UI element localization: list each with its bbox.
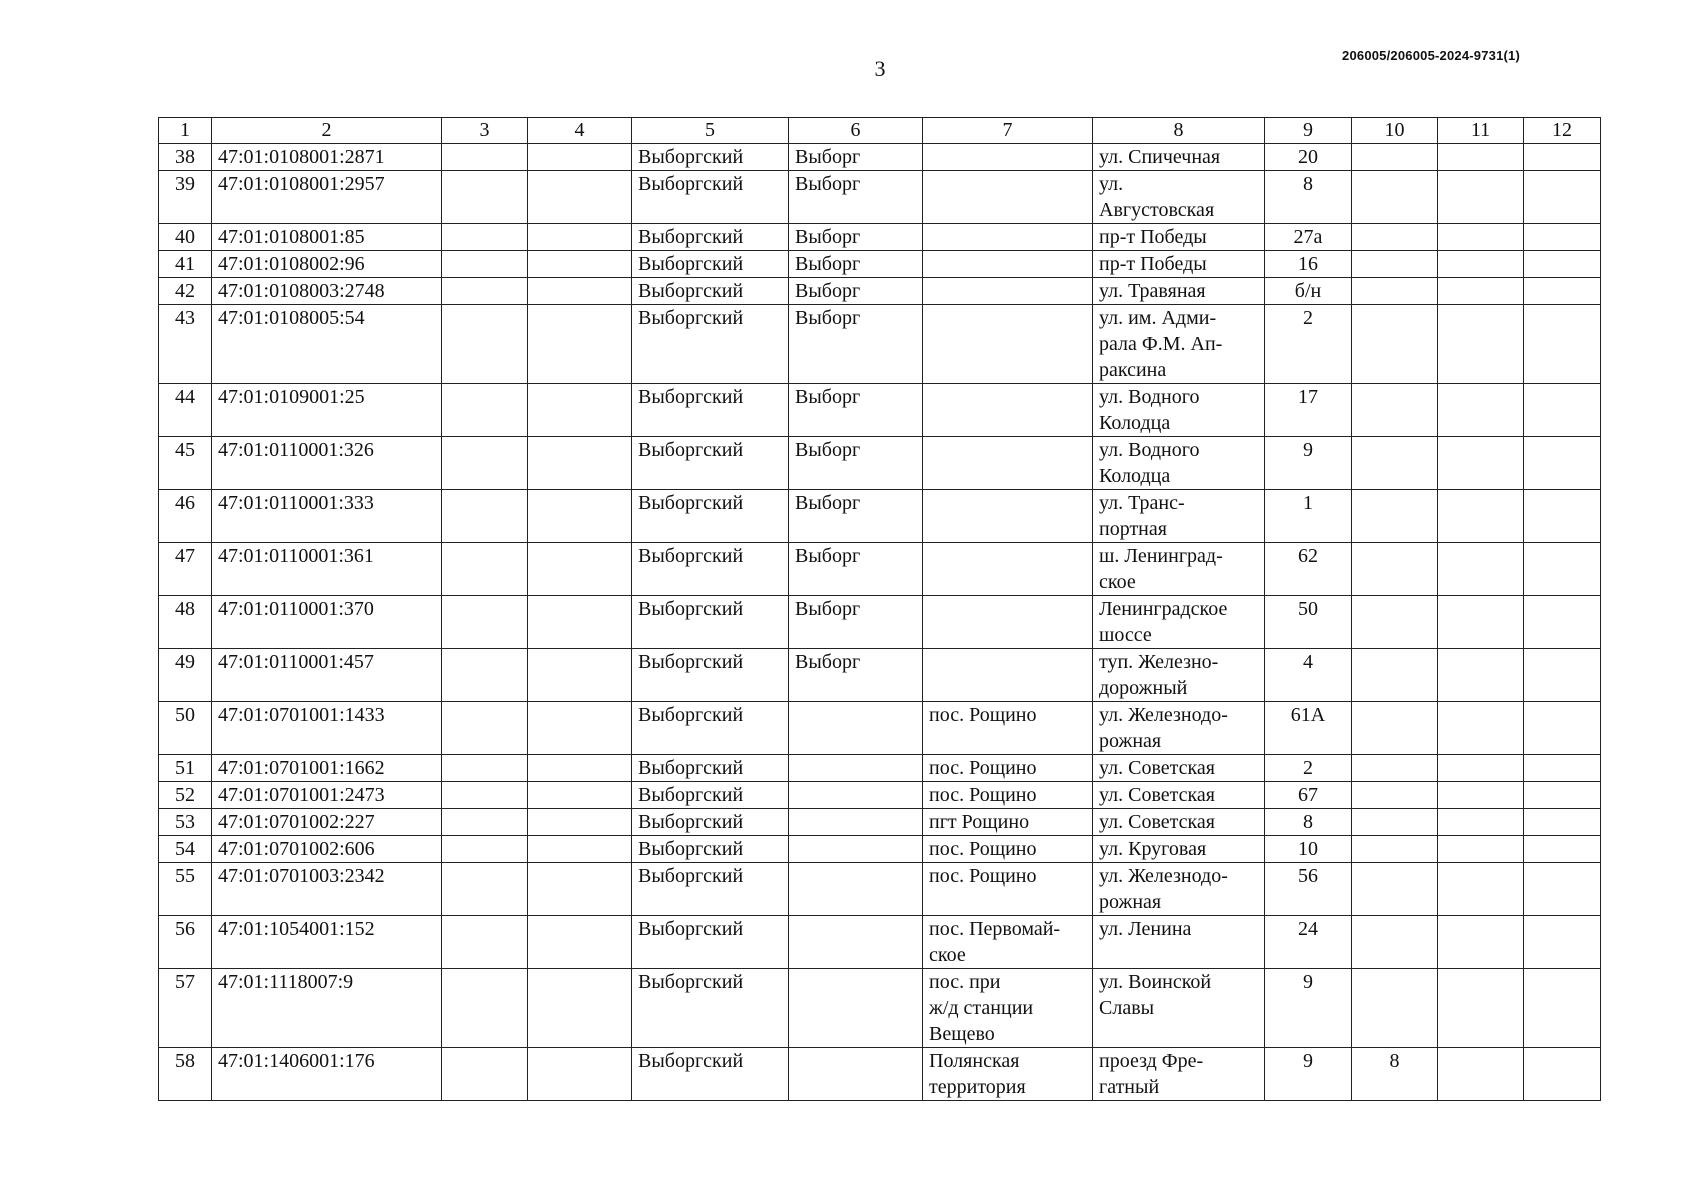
house-number-cell: 10 (1265, 836, 1352, 863)
house-number-cell: 9 (1265, 969, 1352, 1048)
column-10-cell: 8 (1352, 1048, 1438, 1101)
column-11-cell (1438, 969, 1524, 1048)
house-number-cell: 62 (1265, 543, 1352, 596)
column-10-cell (1352, 437, 1438, 490)
column-12-cell (1524, 755, 1601, 782)
column-4-cell (528, 649, 632, 702)
table-row (159, 171, 1601, 224)
column-3-cell (442, 251, 528, 278)
street-cell: ул. Водного Колодца (1093, 437, 1265, 490)
column-12-cell (1524, 171, 1601, 224)
street-cell: туп. Железно- дорожный (1093, 649, 1265, 702)
column-header-12: 12 (1524, 118, 1601, 144)
row-number-cell: 42 (159, 278, 212, 305)
house-number-cell: 27а (1265, 224, 1352, 251)
column-3-cell (442, 384, 528, 437)
house-number-cell: 61А (1265, 702, 1352, 755)
house-number-cell: 20 (1265, 144, 1352, 171)
column-4-cell (528, 755, 632, 782)
cadastral-number-cell: 47:01:0110001:370 (212, 596, 442, 649)
cadastral-number-cell: 47:01:0110001:361 (212, 543, 442, 596)
table-row (159, 755, 1601, 782)
house-number-cell: 67 (1265, 782, 1352, 809)
document-id: 206005/206005-2024-9731(1) (1342, 48, 1520, 63)
page-number: 3 (874, 56, 886, 81)
column-3-cell (442, 305, 528, 384)
row-number-cell: 51 (159, 755, 212, 782)
city-cell (789, 809, 923, 836)
city-cell: Выборг (789, 278, 923, 305)
table-row (159, 809, 1601, 836)
cadastral-number-cell: 47:01:0701002:606 (212, 836, 442, 863)
column-3-cell (442, 596, 528, 649)
column-10-cell (1352, 649, 1438, 702)
district-cell: Выборгский (632, 863, 789, 916)
settlement-cell (923, 490, 1093, 543)
district-cell: Выборгский (632, 144, 789, 171)
column-3-cell (442, 702, 528, 755)
column-4-cell (528, 1048, 632, 1101)
column-12-cell (1524, 278, 1601, 305)
column-12-cell (1524, 251, 1601, 278)
column-11-cell (1438, 437, 1524, 490)
city-cell: Выборг (789, 543, 923, 596)
city-cell: Выборг (789, 305, 923, 384)
cadastral-number-cell: 47:01:0108005:54 (212, 305, 442, 384)
district-cell: Выборгский (632, 251, 789, 278)
cadastral-number-cell: 47:01:0110001:326 (212, 437, 442, 490)
column-4-cell (528, 782, 632, 809)
house-number-cell: 8 (1265, 171, 1352, 224)
district-cell: Выборгский (632, 836, 789, 863)
street-cell: ул. Железнодо- рожная (1093, 702, 1265, 755)
house-number-cell: 56 (1265, 863, 1352, 916)
row-number-cell: 56 (159, 916, 212, 969)
row-number-cell: 50 (159, 702, 212, 755)
city-cell: Выборг (789, 144, 923, 171)
column-header-7: 7 (923, 118, 1093, 144)
district-cell: Выборгский (632, 278, 789, 305)
street-cell: ш. Ленинград- ское (1093, 543, 1265, 596)
district-cell: Выборгский (632, 782, 789, 809)
table-row (159, 490, 1601, 543)
column-4-cell (528, 171, 632, 224)
city-cell (789, 836, 923, 863)
district-cell: Выборгский (632, 305, 789, 384)
column-4-cell (528, 543, 632, 596)
row-number-cell: 39 (159, 171, 212, 224)
table-header (159, 118, 1601, 144)
district-cell: Выборгский (632, 1048, 789, 1101)
district-cell: Выборгский (632, 596, 789, 649)
column-3-cell (442, 916, 528, 969)
column-header-10: 10 (1352, 118, 1438, 144)
house-number-cell: б/н (1265, 278, 1352, 305)
house-number-cell: 1 (1265, 490, 1352, 543)
settlement-cell (923, 144, 1093, 171)
street-cell: ул. Спичечная (1093, 144, 1265, 171)
column-4-cell (528, 305, 632, 384)
column-4-cell (528, 251, 632, 278)
column-12-cell (1524, 809, 1601, 836)
district-cell: Выборгский (632, 702, 789, 755)
column-10-cell (1352, 171, 1438, 224)
column-3-cell (442, 490, 528, 543)
column-header-3: 3 (442, 118, 528, 144)
settlement-cell (923, 596, 1093, 649)
column-header-6: 6 (789, 118, 923, 144)
row-number-cell: 55 (159, 863, 212, 916)
cadastral-number-cell: 47:01:0108001:2957 (212, 171, 442, 224)
row-number-cell: 40 (159, 224, 212, 251)
city-cell (789, 702, 923, 755)
district-cell: Выборгский (632, 437, 789, 490)
column-10-cell (1352, 251, 1438, 278)
registry-table (158, 117, 1601, 1101)
city-cell (789, 755, 923, 782)
settlement-cell (923, 437, 1093, 490)
settlement-cell: пос. Рощино (923, 782, 1093, 809)
column-10-cell (1352, 755, 1438, 782)
column-12-cell (1524, 649, 1601, 702)
column-11-cell (1438, 863, 1524, 916)
row-number-cell: 48 (159, 596, 212, 649)
column-11-cell (1438, 596, 1524, 649)
district-cell: Выборгский (632, 490, 789, 543)
district-cell: Выборгский (632, 916, 789, 969)
column-4-cell (528, 809, 632, 836)
column-10-cell (1352, 490, 1438, 543)
column-header-9: 9 (1265, 118, 1352, 144)
column-header-2: 2 (212, 118, 442, 144)
cadastral-number-cell: 47:01:1118007:9 (212, 969, 442, 1048)
column-12-cell (1524, 1048, 1601, 1101)
row-number-cell: 58 (159, 1048, 212, 1101)
column-10-cell (1352, 384, 1438, 437)
cadastral-number-cell: 47:01:0108001:85 (212, 224, 442, 251)
street-cell: ул. Железнодо- рожная (1093, 863, 1265, 916)
cadastral-number-cell: 47:01:1054001:152 (212, 916, 442, 969)
house-number-cell: 8 (1265, 809, 1352, 836)
column-3-cell (442, 224, 528, 251)
column-11-cell (1438, 809, 1524, 836)
column-11-cell (1438, 490, 1524, 543)
settlement-cell (923, 278, 1093, 305)
column-12-cell (1524, 702, 1601, 755)
column-4-cell (528, 384, 632, 437)
column-10-cell (1352, 969, 1438, 1048)
settlement-cell: пос. Рощино (923, 702, 1093, 755)
column-10-cell (1352, 916, 1438, 969)
column-4-cell (528, 836, 632, 863)
settlement-cell: пос. Рощино (923, 755, 1093, 782)
column-11-cell (1438, 278, 1524, 305)
city-cell: Выборг (789, 490, 923, 543)
settlement-cell (923, 649, 1093, 702)
row-number-cell: 43 (159, 305, 212, 384)
column-4-cell (528, 916, 632, 969)
column-12-cell (1524, 384, 1601, 437)
table-row (159, 384, 1601, 437)
street-cell: пр-т Победы (1093, 224, 1265, 251)
street-cell: проезд Фре- гатный (1093, 1048, 1265, 1101)
cadastral-number-cell: 47:01:0108003:2748 (212, 278, 442, 305)
street-cell: ул. Водного Колодца (1093, 384, 1265, 437)
column-header-4: 4 (528, 118, 632, 144)
house-number-cell: 17 (1265, 384, 1352, 437)
table-row (159, 596, 1601, 649)
column-3-cell (442, 649, 528, 702)
house-number-cell: 9 (1265, 437, 1352, 490)
column-12-cell (1524, 916, 1601, 969)
row-number-cell: 41 (159, 251, 212, 278)
column-10-cell (1352, 278, 1438, 305)
column-11-cell (1438, 649, 1524, 702)
district-cell: Выборгский (632, 755, 789, 782)
column-4-cell (528, 863, 632, 916)
settlement-cell: пос. Рощино (923, 863, 1093, 916)
row-number-cell: 38 (159, 144, 212, 171)
column-11-cell (1438, 836, 1524, 863)
column-11-cell (1438, 1048, 1524, 1101)
table-row (159, 1048, 1601, 1101)
settlement-cell: пгт Рощино (923, 809, 1093, 836)
column-10-cell (1352, 863, 1438, 916)
header-row (159, 118, 1601, 144)
column-11-cell (1438, 144, 1524, 171)
settlement-cell: пос. Рощино (923, 836, 1093, 863)
table-row (159, 649, 1601, 702)
city-cell: Выборг (789, 596, 923, 649)
column-10-cell (1352, 702, 1438, 755)
table-row (159, 305, 1601, 384)
row-number-cell: 52 (159, 782, 212, 809)
column-3-cell (442, 543, 528, 596)
cadastral-number-cell: 47:01:0109001:25 (212, 384, 442, 437)
city-cell: Выборг (789, 224, 923, 251)
column-11-cell (1438, 916, 1524, 969)
city-cell (789, 863, 923, 916)
street-cell: ул. Травяная (1093, 278, 1265, 305)
column-4-cell (528, 144, 632, 171)
table-row (159, 437, 1601, 490)
column-11-cell (1438, 305, 1524, 384)
column-4-cell (528, 490, 632, 543)
column-10-cell (1352, 596, 1438, 649)
column-4-cell (528, 437, 632, 490)
cadastral-number-cell: 47:01:0701001:1662 (212, 755, 442, 782)
table-row (159, 969, 1601, 1048)
cadastral-number-cell: 47:01:0701001:1433 (212, 702, 442, 755)
column-12-cell (1524, 144, 1601, 171)
street-cell: ул. Августовская (1093, 171, 1265, 224)
row-number-cell: 54 (159, 836, 212, 863)
cadastral-number-cell: 47:01:0110001:333 (212, 490, 442, 543)
column-4-cell (528, 278, 632, 305)
house-number-cell: 9 (1265, 1048, 1352, 1101)
city-cell: Выборг (789, 437, 923, 490)
city-cell: Выборг (789, 251, 923, 278)
column-11-cell (1438, 782, 1524, 809)
column-11-cell (1438, 543, 1524, 596)
district-cell: Выборгский (632, 384, 789, 437)
column-10-cell (1352, 836, 1438, 863)
street-cell: Ленинградское шоссе (1093, 596, 1265, 649)
column-12-cell (1524, 863, 1601, 916)
column-10-cell (1352, 224, 1438, 251)
street-cell: ул. Советская (1093, 782, 1265, 809)
table-row (159, 224, 1601, 251)
row-number-cell: 46 (159, 490, 212, 543)
settlement-cell (923, 224, 1093, 251)
settlement-cell (923, 543, 1093, 596)
column-10-cell (1352, 809, 1438, 836)
table-row (159, 916, 1601, 969)
column-3-cell (442, 1048, 528, 1101)
table-row (159, 251, 1601, 278)
cadastral-number-cell: 47:01:0110001:457 (212, 649, 442, 702)
column-11-cell (1438, 384, 1524, 437)
column-header-11: 11 (1438, 118, 1524, 144)
settlement-cell: пос. при ж/д станции Вещево (923, 969, 1093, 1048)
column-12-cell (1524, 782, 1601, 809)
street-cell: пр-т Победы (1093, 251, 1265, 278)
column-12-cell (1524, 969, 1601, 1048)
house-number-cell: 50 (1265, 596, 1352, 649)
column-3-cell (442, 755, 528, 782)
column-10-cell (1352, 144, 1438, 171)
column-3-cell (442, 969, 528, 1048)
city-cell (789, 969, 923, 1048)
city-cell: Выборг (789, 171, 923, 224)
column-11-cell (1438, 224, 1524, 251)
cadastral-number-cell: 47:01:1406001:176 (212, 1048, 442, 1101)
city-cell: Выборг (789, 649, 923, 702)
street-cell: ул. им. Адми- рала Ф.М. Ап- раксина (1093, 305, 1265, 384)
settlement-cell (923, 171, 1093, 224)
column-4-cell (528, 969, 632, 1048)
district-cell: Выборгский (632, 649, 789, 702)
cadastral-number-cell: 47:01:0108002:96 (212, 251, 442, 278)
city-cell (789, 782, 923, 809)
column-11-cell (1438, 755, 1524, 782)
table-row (159, 702, 1601, 755)
column-header-8: 8 (1093, 118, 1265, 144)
cadastral-number-cell: 47:01:0701001:2473 (212, 782, 442, 809)
row-number-cell: 49 (159, 649, 212, 702)
column-10-cell (1352, 782, 1438, 809)
column-3-cell (442, 809, 528, 836)
column-4-cell (528, 224, 632, 251)
settlement-cell (923, 305, 1093, 384)
table-row (159, 144, 1601, 171)
city-cell: Выборг (789, 384, 923, 437)
column-3-cell (442, 171, 528, 224)
settlement-cell: пос. Первомай- ское (923, 916, 1093, 969)
column-3-cell (442, 782, 528, 809)
street-cell: ул. Советская (1093, 755, 1265, 782)
table-row (159, 863, 1601, 916)
street-cell: ул. Круговая (1093, 836, 1265, 863)
street-cell: ул. Ленина (1093, 916, 1265, 969)
row-number-cell: 47 (159, 543, 212, 596)
column-3-cell (442, 836, 528, 863)
district-cell: Выборгский (632, 171, 789, 224)
column-3-cell (442, 863, 528, 916)
settlement-cell (923, 384, 1093, 437)
column-11-cell (1438, 251, 1524, 278)
street-cell: ул. Советская (1093, 809, 1265, 836)
column-12-cell (1524, 836, 1601, 863)
settlement-cell: Полянская территория (923, 1048, 1093, 1101)
table-row (159, 543, 1601, 596)
district-cell: Выборгский (632, 543, 789, 596)
column-4-cell (528, 702, 632, 755)
settlement-cell (923, 251, 1093, 278)
cadastral-number-cell: 47:01:0701002:227 (212, 809, 442, 836)
row-number-cell: 44 (159, 384, 212, 437)
column-12-cell (1524, 224, 1601, 251)
district-cell: Выборгский (632, 809, 789, 836)
row-number-cell: 53 (159, 809, 212, 836)
city-cell (789, 916, 923, 969)
column-11-cell (1438, 171, 1524, 224)
district-cell: Выборгский (632, 224, 789, 251)
column-10-cell (1352, 543, 1438, 596)
street-cell: ул. Транс- портная (1093, 490, 1265, 543)
street-cell: ул. Воинской Славы (1093, 969, 1265, 1048)
column-3-cell (442, 278, 528, 305)
district-cell: Выборгский (632, 969, 789, 1048)
house-number-cell: 2 (1265, 305, 1352, 384)
column-12-cell (1524, 437, 1601, 490)
house-number-cell: 24 (1265, 916, 1352, 969)
table-row (159, 836, 1601, 863)
column-4-cell (528, 596, 632, 649)
column-3-cell (442, 144, 528, 171)
column-12-cell (1524, 596, 1601, 649)
cadastral-number-cell: 47:01:0701003:2342 (212, 863, 442, 916)
column-12-cell (1524, 490, 1601, 543)
row-number-cell: 45 (159, 437, 212, 490)
column-12-cell (1524, 543, 1601, 596)
row-number-cell: 57 (159, 969, 212, 1048)
city-cell (789, 1048, 923, 1101)
table-row (159, 278, 1601, 305)
house-number-cell: 2 (1265, 755, 1352, 782)
column-header-5: 5 (632, 118, 789, 144)
column-12-cell (1524, 305, 1601, 384)
table-row (159, 782, 1601, 809)
cadastral-number-cell: 47:01:0108001:2871 (212, 144, 442, 171)
house-number-cell: 16 (1265, 251, 1352, 278)
column-11-cell (1438, 702, 1524, 755)
column-3-cell (442, 437, 528, 490)
table-body (159, 144, 1601, 1101)
column-10-cell (1352, 305, 1438, 384)
column-header-1: 1 (159, 118, 212, 144)
house-number-cell: 4 (1265, 649, 1352, 702)
